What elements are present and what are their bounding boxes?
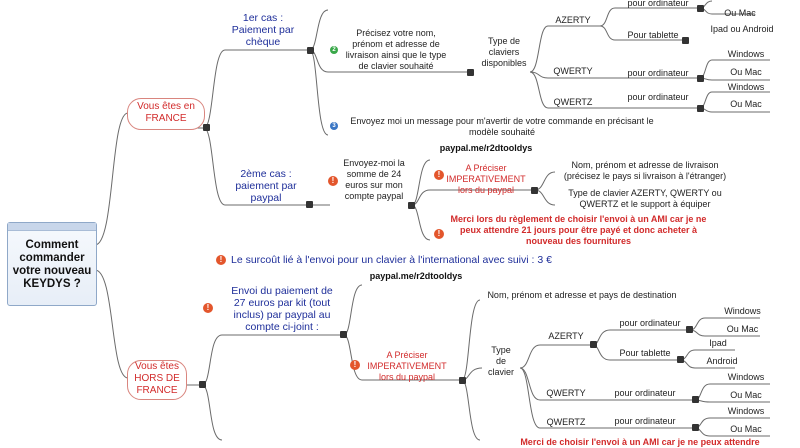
step2-text: Précisez votre nom, prénom et adresse de livraison ainsi que le type de clavier souhaité (345, 28, 447, 71)
step-number-3-icon: 3 (330, 122, 338, 130)
azerty-pour-ordinateur: pour ordinateur (619, 318, 681, 328)
collapse-marker[interactable] (697, 75, 704, 82)
cas1-label: 1er cas : Paiement par chèque (231, 12, 295, 48)
collapse-marker[interactable] (199, 381, 206, 388)
tablette-ipad: Ipad (709, 338, 727, 348)
azerty-ou-mac: Ou Mac (724, 8, 756, 18)
azerty-label: AZERTY (555, 15, 591, 25)
type-clavier-label: Type de clavier (487, 345, 514, 377)
merci-text: Merci lors du règlement de choisir l'envoi à un AMI car je ne peux attendre 21 jours pour être payé et donc acheter à nouveau des fournitures (450, 214, 707, 246)
qwertz-pour-ordinateur: pour ordinateur (614, 416, 676, 426)
preciser-text: A Préciser IMPERATIVEMENT lors du paypal (446, 163, 526, 195)
collapse-marker[interactable] (531, 187, 538, 194)
paypal-link[interactable]: paypal.me/r2dtooldys (439, 143, 533, 153)
collapse-marker[interactable] (203, 124, 210, 131)
alert-icon: ! (328, 176, 338, 186)
envoi-paiement-text: Envoi du paiement de 27 euros par kit (tout inclus) par paypal au compte ci-joint : (231, 285, 333, 333)
nom-prenom-text: Nom, prénom et adresse de livraison (précisez le pays si livraison à l'étranger) (563, 160, 727, 181)
alert-icon: ! (434, 229, 444, 239)
root-node-titlebar (8, 223, 96, 231)
qwertz-ou-mac: Ou Mac (730, 424, 762, 434)
alert-icon: ! (216, 255, 226, 265)
collapse-marker[interactable] (590, 341, 597, 348)
tablette-android: Android (706, 356, 738, 366)
root-title: Comment commander votre nouveau KEYDYS ? (12, 239, 92, 290)
paypal-link[interactable]: paypal.me/r2dtooldys (369, 271, 463, 281)
qwertz-ou-mac: Ou Mac (730, 99, 762, 109)
alert-icon: ! (203, 303, 213, 313)
step-number-2-icon: 2 (330, 46, 338, 54)
collapse-marker[interactable] (692, 396, 699, 403)
qwerty-ou-mac: Ou Mac (730, 67, 762, 77)
azerty-pour-ordinateur: pour ordinateur (627, 0, 689, 8)
merci-text-hors: Merci de choisir l'envoi à un AMI car je ne peux attendre (520, 437, 760, 447)
keyboard-types-label: Type de claviers disponibles (481, 36, 527, 68)
qwerty-pour-ordinateur: pour ordinateur (627, 68, 689, 78)
qwerty-pour-ordinateur: pour ordinateur (614, 388, 676, 398)
collapse-marker[interactable] (408, 202, 415, 209)
azerty-ou-mac: Ou Mac (726, 324, 759, 334)
step3-text: Envoyez moi un message pour m'avertir de votre commande en précisant le modèle souhaité (350, 116, 654, 137)
alert-icon: ! (350, 360, 360, 370)
type-clavier-text: Type de clavier AZERTY, QWERTY ou QWERTZ et le support à équiper (568, 188, 722, 209)
alert-icon: ! (434, 170, 444, 180)
qwerty-windows: Windows (727, 372, 765, 382)
surcout-text: Le surcoût lié à l'envoi pour un clavier à l'international avec suivi : 3 € (231, 254, 552, 266)
qwerty-label: QWERTY (553, 66, 593, 76)
qwertz-label: QWERTZ (546, 417, 586, 427)
azerty-label: AZERTY (548, 331, 584, 341)
qwertz-windows: Windows (727, 82, 765, 92)
envoyez-text: Envoyez-moi la somme de 24 euros sur mon compte paypal (343, 158, 405, 201)
qwerty-label: QWERTY (546, 388, 586, 398)
ipad-ou-android: Ipad ou Android (710, 24, 774, 34)
qwerty-ou-mac: Ou Mac (730, 390, 762, 400)
branch-hors-france[interactable]: Vous êtes HORS DE FRANCE (127, 360, 187, 400)
collapse-marker[interactable] (307, 47, 314, 54)
azerty-windows: Windows (724, 306, 761, 316)
root-node[interactable] (7, 222, 97, 306)
azerty-pour-tablette: Pour tablette (619, 348, 671, 358)
qwerty-windows: Windows (727, 49, 765, 59)
collapse-marker[interactable] (459, 377, 466, 384)
preciser-text: A Préciser IMPERATIVEMENT lors du paypal (367, 350, 447, 382)
qwertz-windows: Windows (727, 406, 765, 416)
collapse-marker[interactable] (692, 424, 699, 431)
azerty-pour-tablette: Pour tablette (627, 30, 679, 40)
branch-france[interactable]: Vous êtes en FRANCE (127, 98, 205, 130)
qwertz-label: QWERTZ (553, 97, 593, 107)
collapse-marker[interactable] (697, 105, 704, 112)
collapse-marker[interactable] (467, 69, 474, 76)
nom-pays-text: Nom, prénom et adresse et pays de destination (487, 290, 677, 300)
cas2-label: 2ème cas : paiement par paypal (235, 168, 297, 204)
qwertz-pour-ordinateur: pour ordinateur (627, 92, 689, 102)
collapse-marker[interactable] (697, 5, 704, 12)
